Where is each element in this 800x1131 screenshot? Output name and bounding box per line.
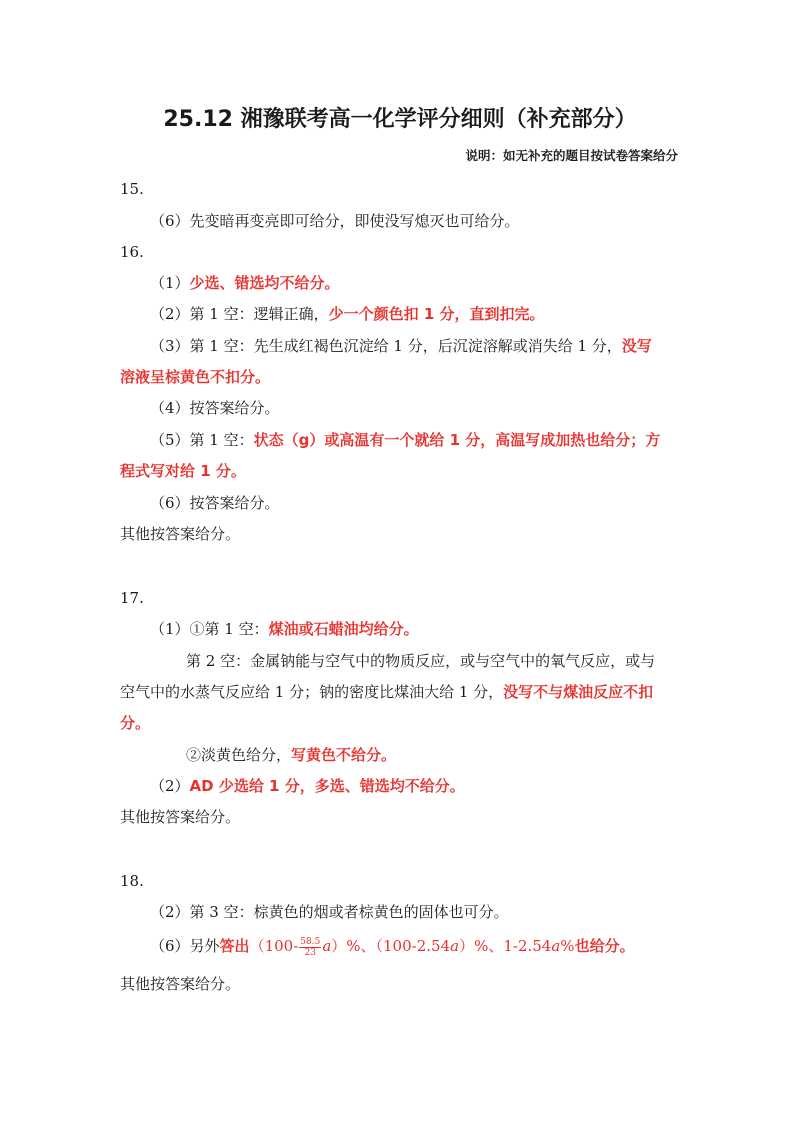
- q17-part1-blank2-line3: [120, 712, 150, 734]
- q16-part5-red-a: 状态（g）或高温有一个就给 1 分，高温写成加热也给分；方: [253, 431, 661, 449]
- q16-part3-red-a: 没写: [621, 337, 652, 355]
- q17-part2-prefix: （2）: [150, 777, 190, 795]
- q16-part1-prefix: （1）: [150, 274, 190, 292]
- q17-other: 其他按答案给分。: [120, 808, 241, 826]
- q18-other: 其他按答案给分。: [120, 975, 241, 993]
- q16-part5: [150, 429, 660, 451]
- q17-part1-blank2-line2-prefix: 空气中的水蒸气反应给 1 分；钠的密度比煤油大给 1 分，: [120, 683, 504, 701]
- q15-number: 15.: [120, 180, 144, 198]
- q16-part1-red: 少选、错选均不给分。: [189, 274, 340, 292]
- q16-part5-prefix: （5）第 1 空：: [150, 431, 254, 449]
- q18-formula-var-a2: a: [450, 937, 460, 955]
- q18-part6-prefix: （6）另外: [150, 937, 220, 955]
- q16-other: 其他按答案给分。: [120, 525, 241, 543]
- q18-fraction-numerator: 58.5: [300, 936, 321, 947]
- q18-part6: [150, 935, 635, 958]
- grading-note: 说明：如无补充的题目按试卷答案给分: [465, 148, 678, 163]
- q18-formula-mid: ）%、（100-2.54: [331, 937, 451, 955]
- q16-part5-cont: [120, 460, 246, 482]
- q16-part6: （6）按答案给分。: [150, 494, 280, 512]
- q18-part6-red-tail: 也给分。: [574, 937, 635, 955]
- q16-number: 16.: [120, 243, 144, 261]
- q16-part1: [150, 272, 340, 294]
- q16-part2-red: 少一个颜色扣 1 分，直到扣完。: [328, 305, 545, 323]
- q16-part3-prefix: （3）第 1 空：先生成红褐色沉淀给 1 分，后沉淀溶解或消失给 1 分，: [150, 337, 622, 355]
- q17-part1-prefix: （1）①第 1 空：: [150, 620, 269, 638]
- q16-part5-red-b: 程式写对给 1 分。: [120, 462, 246, 480]
- q17-part1-blank2-line1: 第 2 空：金属钠能与空气中的物质反应，或与空气中的氧气反应，或与: [186, 652, 656, 670]
- q17-part1-item2-red: 写黄色不给分。: [291, 746, 397, 764]
- q16-part3-red-b: 溶液呈棕黄色不扣分。: [120, 368, 271, 386]
- q17-part2: [150, 775, 465, 797]
- q18-formula-fraction: [299, 937, 321, 958]
- q17-part1: [150, 618, 419, 640]
- q18-formula-mid2: ）%、1-2.54: [459, 937, 552, 955]
- q18-part6-formula: [249, 936, 575, 958]
- q16-part2-prefix: （2）第 1 空：逻辑正确，: [150, 305, 329, 323]
- q17-part1-item2: [186, 744, 396, 766]
- q17-part1-item2-prefix: ②淡黄色给分，: [186, 746, 292, 764]
- page-title: 25.12 湘豫联考高一化学评分细则（补充部分）: [163, 107, 637, 132]
- q17-part1-blank2-line2: [120, 681, 653, 703]
- q15-part6: （6）先变暗再变亮即可给分，即使没写熄灭也可给分。: [150, 212, 520, 230]
- q18-part6-red-bold: 答出: [219, 937, 250, 955]
- q18-formula-end: %: [560, 937, 575, 955]
- q18-number: 18.: [120, 872, 144, 890]
- q18-formula-var-a3: a: [551, 937, 561, 955]
- q17-number: 17.: [120, 589, 144, 607]
- q17-part1-red: 煤油或石蜡油均给分。: [268, 620, 419, 638]
- q16-part2: [150, 303, 545, 325]
- q17-part1-blank2-line2-red: 没写不与煤油反应不扣: [503, 683, 654, 701]
- q18-formula-open: （100-: [249, 937, 299, 955]
- q18-formula-var-a1: a: [322, 937, 332, 955]
- q17-part2-red: AD 少选给 1 分，多选、错选均不给分。: [189, 777, 465, 795]
- q16-part3-cont: [120, 366, 270, 388]
- q17-part1-blank2-line3-red: 分。: [120, 714, 151, 732]
- q16-part4: （4）按答案给分。: [150, 399, 280, 417]
- q18-fraction-denominator: 23: [304, 947, 317, 958]
- q18-part2: （2）第 3 空：棕黄色的烟或者棕黄色的固体也可分。: [150, 903, 509, 921]
- q16-part3: [150, 335, 652, 357]
